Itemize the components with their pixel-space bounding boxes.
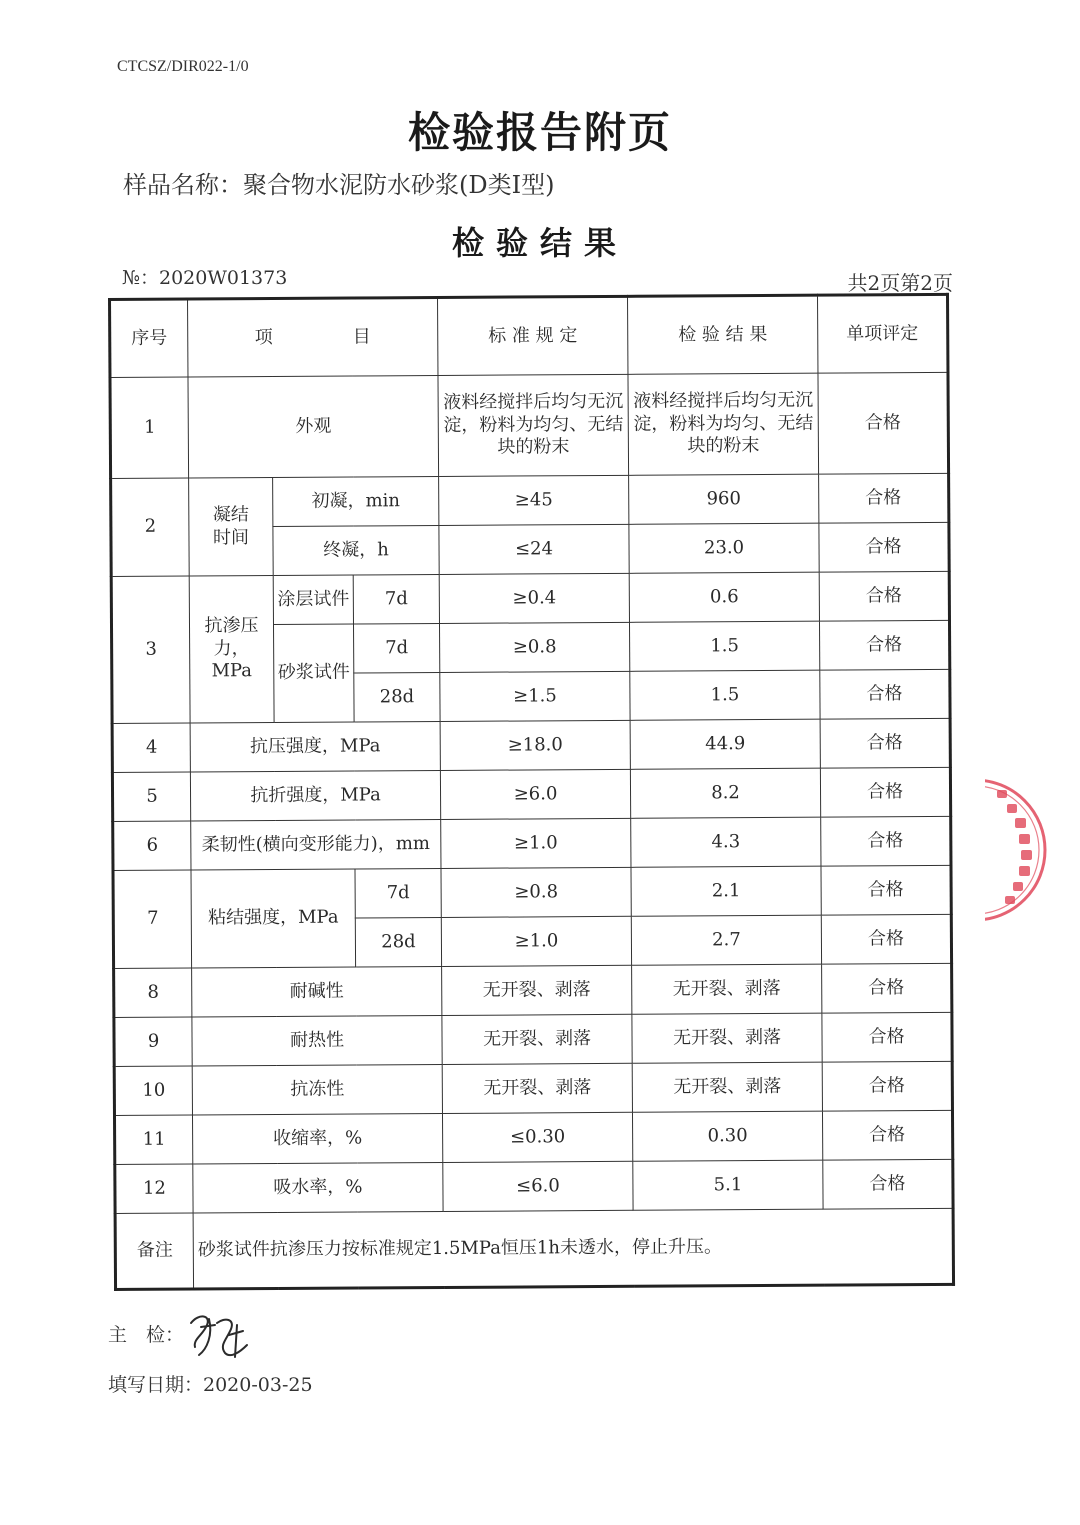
row-age: 7d [353, 574, 439, 624]
row-group: 凝结时间 [189, 477, 274, 576]
header-verdict: 单项评定 [818, 294, 948, 373]
header-item-b: 目 [352, 326, 371, 348]
header-standard: 标 准 规 定 [438, 296, 628, 375]
row-verdict: 合格 [821, 816, 951, 866]
table-row [114, 1012, 952, 1066]
row-sub: 初凝，min [273, 476, 439, 526]
row-result: 无开裂、剥落 [632, 1013, 822, 1063]
remarks-row [115, 1208, 953, 1289]
row-verdict: 合格 [821, 914, 951, 964]
report-number: №：2020W01373 [122, 267, 288, 289]
row-result: 44.9 [630, 719, 820, 769]
row-result: 5.1 [633, 1160, 823, 1210]
row-verdict: 合格 [819, 473, 949, 523]
table-row [114, 1110, 952, 1164]
row-standard: ≤24 [439, 524, 629, 574]
table-row [115, 1159, 953, 1213]
row-standard: ≥6.0 [440, 769, 630, 819]
row-verdict: 合格 [819, 571, 949, 621]
row-item: 抗折强度，MPa [190, 770, 440, 821]
row-verdict: 合格 [822, 1012, 952, 1062]
document-code: CTCSZ/DIR022-1/0 [117, 58, 249, 75]
fill-date: 填写日期：2020-03-25 [108, 1374, 313, 1396]
table-row [113, 816, 951, 870]
row-age: 28d [355, 917, 441, 967]
row-verdict: 合格 [818, 372, 949, 474]
table-row [114, 1061, 952, 1115]
row-standard: ≥1.0 [441, 916, 631, 966]
row-item: 抗压强度，MPa [190, 721, 440, 772]
row-age: 28d [354, 672, 440, 722]
row-age: 7d [353, 623, 439, 673]
row-result: 1.5 [630, 621, 820, 671]
row-no: 10 [114, 1066, 192, 1115]
row-verdict: 合格 [820, 669, 950, 719]
row-standard: 无开裂、剥落 [442, 1014, 632, 1064]
row-no: 2 [111, 478, 190, 576]
row-result: 2.7 [631, 915, 821, 965]
row-no: 6 [113, 821, 191, 870]
row-standard: ≥1.0 [441, 818, 631, 868]
inspector-signature [185, 1305, 255, 1365]
page-title: 检验报告附页 [407, 108, 672, 157]
row-sub: 终凝，h [273, 525, 439, 575]
table-row [114, 963, 952, 1017]
table-row [112, 718, 950, 772]
row-age: 7d [355, 868, 441, 918]
table-row [110, 372, 949, 478]
table-row [111, 571, 949, 625]
row-item: 耐碱性 [192, 966, 442, 1017]
header-item-a: 项 [254, 326, 273, 348]
row-standard: 无开裂、剥落 [442, 965, 632, 1015]
header-no: 序号 [110, 299, 188, 377]
row-item: 吸水率，% [193, 1162, 443, 1213]
table-row [112, 767, 950, 821]
row-result: 0.30 [632, 1111, 822, 1161]
row-standard: ≥0.8 [441, 867, 631, 917]
table-row [113, 865, 951, 919]
row-standard: ≥45 [439, 475, 629, 525]
row-result: 0.6 [629, 572, 819, 622]
row-verdict: 合格 [822, 963, 952, 1013]
row-no: 1 [110, 377, 189, 478]
row-verdict: 合格 [822, 1110, 952, 1160]
inspector-label: 主 检： [108, 1324, 185, 1346]
row-verdict: 合格 [822, 1061, 952, 1111]
row-specimen-mortar: 砂浆试件 [273, 624, 354, 722]
row-standard: ≥0.8 [440, 622, 630, 672]
row-group: 粘结强度，MPa [191, 869, 356, 968]
row-group: 抗渗压力，MPa [189, 575, 274, 723]
row-result: 8.2 [630, 768, 820, 818]
row-standard: ≥18.0 [440, 720, 630, 770]
row-no: 9 [114, 1017, 192, 1066]
row-verdict: 合格 [823, 1159, 953, 1209]
row-item: 耐热性 [192, 1015, 442, 1066]
row-no: 7 [113, 870, 192, 968]
row-no: 3 [111, 576, 190, 723]
table-row [111, 473, 949, 527]
row-no: 11 [114, 1115, 192, 1164]
row-result: 无开裂、剥落 [632, 964, 822, 1014]
remarks-text: 砂浆试件抗渗压力按标准规定1.5MPa恒压1h未透水，停止升压。 [193, 1208, 953, 1289]
section-subtitle: 检验结果 [451, 224, 628, 262]
row-specimen-coat: 涂层试件 [273, 575, 353, 624]
row-item: 柔韧性(横向变形能力)，mm [191, 819, 441, 870]
row-result: 23.0 [629, 523, 819, 573]
header-result: 检 验 结 果 [628, 295, 818, 374]
sample-name: 样品名称：聚合物水泥防水砂浆(D类Ⅰ型) [123, 171, 555, 199]
row-verdict: 合格 [820, 767, 950, 817]
row-item: 收缩率，% [192, 1113, 442, 1164]
row-no: 4 [112, 723, 190, 772]
row-verdict: 合格 [819, 522, 949, 572]
row-result: 无开裂、剥落 [632, 1062, 822, 1112]
row-result: 2.1 [631, 866, 821, 916]
row-result: 4.3 [631, 817, 821, 867]
row-standard: ≥0.4 [439, 573, 629, 623]
row-verdict: 合格 [820, 718, 950, 768]
row-item: 外观 [188, 375, 439, 478]
row-standard: ≥1.5 [440, 671, 630, 721]
results-table [108, 293, 955, 1291]
official-seal-stamp [985, 760, 1055, 940]
row-verdict: 合格 [821, 865, 951, 915]
header-item [188, 297, 438, 377]
row-verdict: 合格 [820, 620, 950, 670]
row-no: 5 [112, 772, 190, 821]
row-standard: 液料经搅拌后均匀无沉淀，粉料为均匀、无结块的粉末 [438, 374, 629, 476]
row-standard: 无开裂、剥落 [442, 1063, 632, 1113]
row-item: 抗冻性 [192, 1064, 442, 1115]
row-result: 1.5 [630, 670, 820, 720]
page-info: 共2页第2页 [847, 271, 953, 295]
results-table-wrapper [108, 293, 952, 1291]
remarks-label: 备注 [115, 1213, 193, 1289]
table-header-row [110, 294, 948, 377]
row-no: 8 [114, 968, 192, 1017]
row-standard: ≤0.30 [443, 1112, 633, 1162]
row-standard: ≤6.0 [443, 1161, 633, 1211]
row-result: 液料经搅拌后均匀无沉淀，粉料为均匀、无结块的粉末 [628, 373, 819, 475]
row-result: 960 [629, 474, 819, 524]
row-no: 12 [115, 1164, 193, 1213]
